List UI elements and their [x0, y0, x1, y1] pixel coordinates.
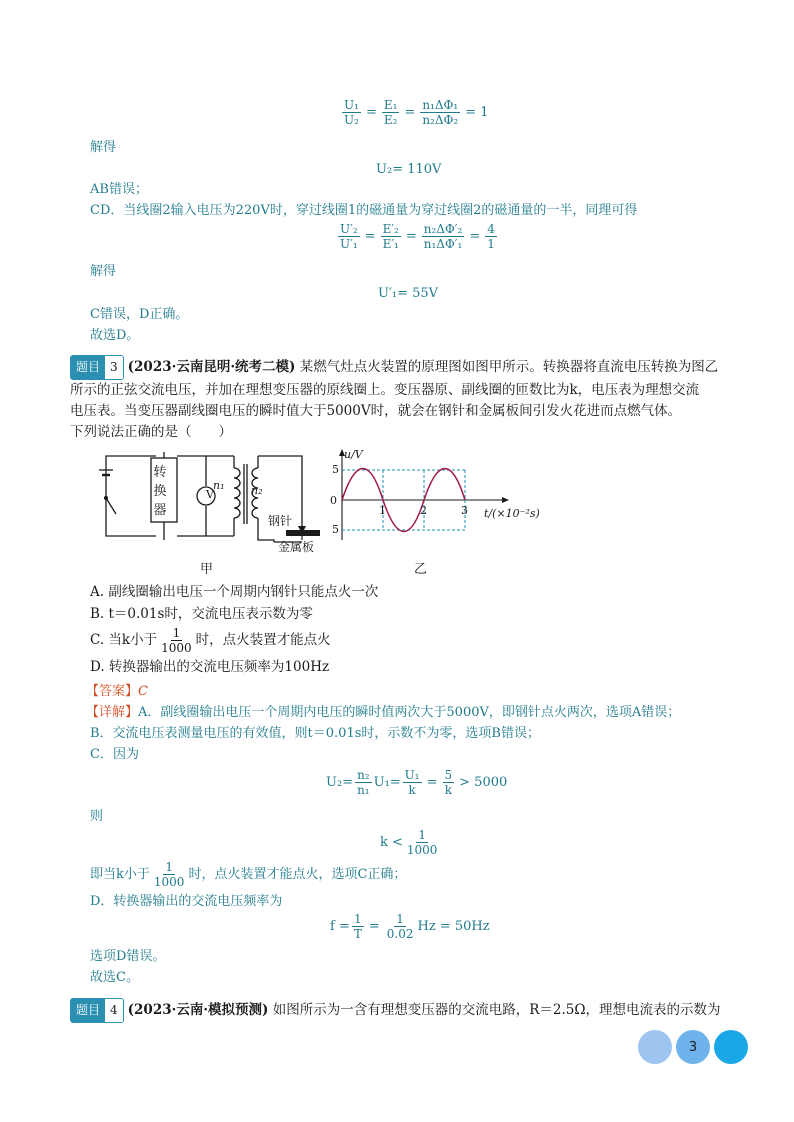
question-3-stem	[70, 355, 730, 443]
badge-label: 题目	[71, 999, 105, 1022]
caption-yi: 乙	[414, 562, 428, 577]
detail-a-text: A．副线圈输出电压一个周期内电压的瞬时值两次大于5000V，即钢针点火两次，选项A错误；	[138, 705, 681, 720]
option-c-pre: C. 当k小于	[90, 632, 158, 648]
converter-char: 转	[153, 465, 167, 480]
eq-rhs: Hz = 50Hz	[417, 919, 490, 934]
equation-ratio-1: $\frac{\text{U₁}}{\text{U₂}}$ = $\frac{\text{E₁}}{\text{E₂}}$ = $\frac{\text{n₁ΔΦ₁}}{\text{n₂ΔΦ₂}}$ = 1	[344, 98, 489, 127]
c-conclusion	[90, 860, 406, 889]
stem-line: 电压表。当变压器副线圈电压的瞬时值大于5000V时，就会在钢针和金属板间引发火花进而点燃气体。	[70, 403, 682, 419]
frac-num: E′₂	[382, 222, 399, 236]
page-circle-1	[638, 1030, 672, 1064]
eq-sign: =	[426, 775, 438, 790]
frac-den: 1000	[153, 875, 185, 889]
eq-sign: =	[368, 919, 380, 934]
y-tick-bottom: 5	[332, 523, 339, 536]
frac-den: 0.02	[386, 927, 414, 941]
x-axis-label: t/(×10⁻²s)	[484, 507, 540, 520]
frac-den: T	[353, 927, 362, 941]
badge-number: 4	[105, 999, 123, 1022]
caption-jia: 甲	[200, 562, 214, 577]
stem-line: 某燃气灶点火装置的原理图如图甲所示。转换器将直流电压转换为图乙	[299, 359, 719, 375]
converter-label	[152, 463, 168, 520]
equation-k-bound	[380, 828, 441, 857]
answer-label: 【答案】	[86, 684, 139, 699]
frac-den: n₁ΔΦ′₁	[423, 237, 463, 251]
converter-char: 器	[153, 503, 167, 518]
n1-label: n₁	[213, 479, 225, 492]
frac-den: 1000	[161, 641, 192, 655]
option-c	[90, 626, 331, 655]
option-b: B. t＝0.01s时，交流电压表示数为零	[90, 606, 313, 622]
frac-den: k	[444, 783, 452, 797]
equation-u2: U₂= 110V	[376, 162, 442, 177]
detail-b: B．交流电压表测量电压的有效值，则t＝0.01s时，示数不为零，选项B错误；	[90, 726, 540, 741]
badge-number: 3	[105, 356, 123, 379]
answer-line	[86, 682, 148, 702]
detail-d: D．转换器输出的交流电压频率为	[90, 894, 283, 909]
y-axis-label: u/V	[344, 448, 363, 461]
equation-frequency	[330, 912, 490, 941]
option-d: D. 转换器输出的交流电压频率为100Hz	[90, 659, 330, 675]
badge-label: 题目	[71, 356, 105, 379]
cd-result: C错误，D正确。	[90, 307, 189, 322]
frac-num: 1	[354, 912, 362, 926]
detail-c: C．因为	[90, 747, 139, 762]
answer-value: C	[138, 684, 148, 699]
converter-char: 换	[153, 484, 167, 499]
frac-num: U′₂	[340, 222, 358, 236]
voltmeter-label: V	[206, 488, 214, 501]
eq-mid: U₁=	[373, 775, 401, 790]
ze: 则	[90, 809, 104, 824]
x-tick-2: 2	[420, 504, 427, 517]
frac-num: 5	[444, 768, 453, 782]
question-badge	[70, 998, 124, 1023]
detail-a	[86, 703, 680, 723]
question-badge	[70, 355, 124, 380]
frac-num: n₂ΔΦ′₂	[423, 222, 463, 236]
figure-yi-graph	[322, 448, 544, 548]
y-tick-zero: 0	[330, 494, 337, 507]
n2-label: n₂	[251, 484, 263, 497]
equation-u1-prime: U′₁= 55V	[378, 286, 439, 301]
choose-c: 故选C。	[90, 970, 139, 985]
option-c-post: 时，点火装置才能点火	[195, 632, 331, 648]
equation-ratio-2: $\frac{\text{U′₂}}{\text{U′₁}}$ = $\frac{\text{E′₂}}{\text{E′₁}}$ = $\frac{\text{n₂ΔΦ′₂}}{\text{n₁ΔΦ′₁}}$ = $\frac{4}{1}$	[340, 222, 495, 251]
stem-line: 下列说法正确的是（ ）	[70, 424, 232, 440]
plate-label: 金属板	[278, 540, 315, 554]
cd-text: CD．当线圈2输入电压为220V时，穿过线圈1的磁通量为穿过线圈2的磁通量的一半，同理可得	[90, 203, 638, 218]
eq-lhs: k <	[380, 835, 403, 850]
frac-num: n₂	[357, 768, 370, 782]
eq-lhs: f =	[330, 919, 350, 934]
frac-den: n₁	[357, 783, 370, 797]
question-source: (2023·云南·模拟预测)	[127, 1002, 269, 1018]
equation-result: = 1	[465, 105, 489, 120]
frac-den: U₂	[344, 113, 359, 127]
frac-den: 1	[487, 237, 495, 251]
frac-num: 1	[172, 626, 181, 640]
stem-line: 所示的正弦交流电压，并加在理想变压器的原线圈上。变压器原、副线圈的匝数比为k，电压表为理想交流	[70, 382, 700, 398]
frac-den: n₂ΔΦ₂	[422, 113, 459, 127]
question-4-stem	[70, 998, 721, 1023]
frac-den: E₂	[383, 113, 398, 127]
frac-den: k	[408, 783, 416, 797]
d-wrong: 选项D错误。	[90, 949, 166, 964]
equation-u2-k	[326, 768, 510, 797]
frac-den: E′₁	[382, 237, 399, 251]
frac-den: U′₁	[340, 237, 358, 251]
stem-line: 如图所示为一含有理想变压器的交流电路，R＝2.5Ω，理想电流表的示数为	[272, 1002, 721, 1018]
frac-den: 1000	[406, 843, 438, 857]
y-tick-top: 5	[332, 463, 339, 476]
frac-num: E₁	[383, 98, 398, 112]
needle-label: 钢针	[268, 514, 293, 528]
question-source: (2023·云南昆明·统考二模)	[127, 359, 296, 375]
detail-label: 【详解】	[86, 705, 139, 720]
eq-rhs: > 5000	[459, 775, 508, 790]
c-conc-post: 时，点火装置才能点火，选项C正确；	[188, 866, 407, 882]
x-tick-1: 1	[379, 504, 386, 517]
frac-num: n₁ΔΦ₁	[422, 98, 459, 112]
frac-num: 4	[487, 222, 495, 236]
x-tick-3: 3	[461, 504, 468, 517]
frac-num: 1	[165, 860, 173, 874]
frac-num: 1	[418, 828, 426, 842]
frac-num: U₁	[404, 768, 420, 782]
ab-wrong: AB错误；	[90, 182, 148, 197]
c-conc-pre: 即当k小于	[90, 866, 150, 882]
option-a: A. 副线圈输出电压一个周期内钢针只能点火一次	[90, 584, 379, 600]
jiede-2: 解得	[90, 264, 117, 279]
jiede-1: 解得	[90, 140, 117, 155]
page-number: 3	[676, 1030, 710, 1064]
frac-num: 1	[396, 912, 404, 926]
eq-lhs: U₂=	[326, 775, 354, 790]
choose-d: 故选D。	[90, 328, 140, 343]
page-circle-3	[714, 1030, 748, 1064]
frac-num: U₁	[344, 98, 359, 112]
